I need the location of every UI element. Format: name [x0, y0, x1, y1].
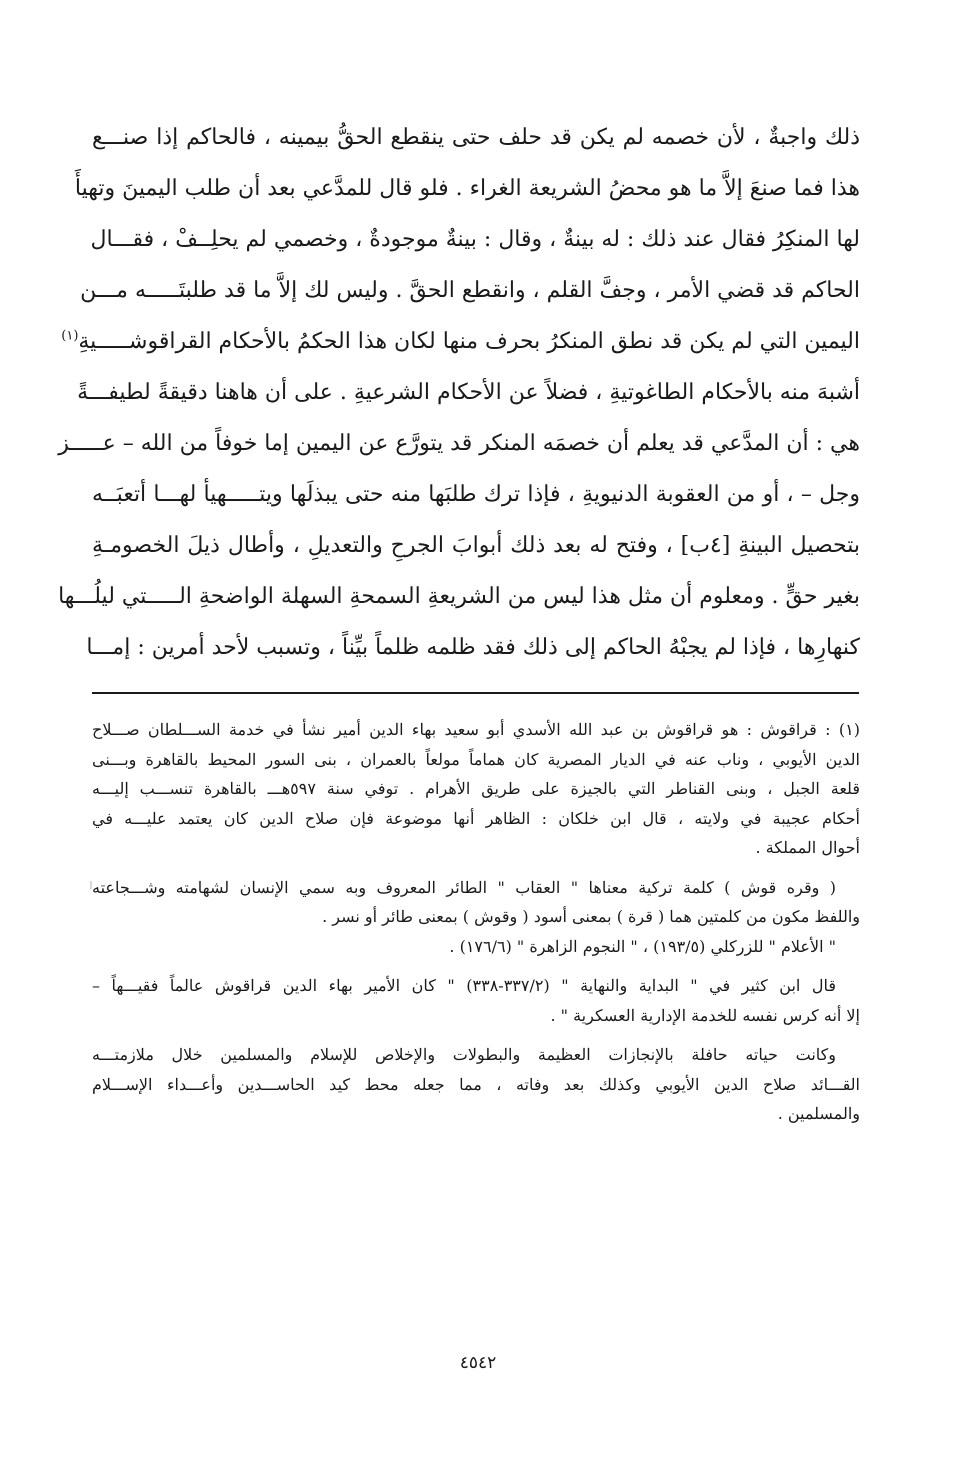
footnote-line: " الأعلام " للزركلي (١٩٣/٥) ، " النجوم الزاهرة " (١٧٦/٦) . — [449, 936, 836, 956]
page-number: ٤٥٤٢ — [459, 1353, 497, 1373]
main-text-line: اليمين التي لم يكن قد نطق المنكرُ بحرف منها لكان هذا الحكمُ بالأحكام القراقوشـــــيةِ — [78, 329, 860, 354]
footnote-line: أحكام عجيبة في ولايته ، قال ابن خلكان : الظاهر أنها موضوعة فإن صلاح الدين كان يعتمد عليـــه في — [92, 808, 860, 828]
footnotes-section — [92, 715, 860, 1129]
footnote-line: إلا أنه كرس نفسه للخدمة الإدارية العسكرية " . — [550, 1005, 860, 1025]
main-text-line: كنهارِها ، فإذا لم يجبْهُ الحاكم إلى ذلك فقد ظلمه ظلماً بيِّناً ، وتسبب لأحد أمرين : إمـــا — [86, 635, 860, 660]
footnote-line: (١) : قراقوش : هو قراقوش بن عبد الله الأسدي أبو سعيد بهاء الدين أمير نشأ في خدمة الســـلطان صـــلاح — [92, 720, 860, 739]
footnote-line: الدين الأيوبي ، وناب عنه في الديار المصرية كان هماماً مولعاً بالعمران ، بنى السور المحيط بالقاهرة وبـــنى — [92, 749, 860, 769]
footnote-line: والمسلمين . — [777, 1104, 860, 1123]
main-text-line-with-footnote — [61, 316, 860, 367]
footnote-line: أحوال المملكة . — [755, 838, 860, 857]
main-text-line: أشبهَ منه بالأحكام الطاغوتيةِ ، فضلاً عن الأحكام الشرعيةِ . على أن هاهنا دقيقةً لطيفـــةً — [77, 380, 860, 405]
main-text-line: بغير حقٍّ . ومعلوم أن مثل هذا ليس من الشريعةِ السمحةِ السهلة الواضحةِ الـــــتي ليلُـــها — [58, 584, 860, 609]
footnote-line: قال ابن كثير في " البداية والنهاية " (٣٣٧/٢-٣٣٨) " كان الأمير بهاء الدين قراقوش عالماً فقيـــهاً – — [92, 976, 836, 995]
footnote-separator-rule — [92, 692, 859, 694]
main-text-body — [58, 112, 861, 673]
footnote-reference-marker: (١) — [61, 328, 79, 344]
footnote-gap — [92, 1030, 860, 1040]
footnote-line: وكانت حياته حافلة بالإنجازات العظيمة والبطولات والإخلاص للإسلام والمسلمين خلال ملازمتـــه — [92, 1045, 836, 1064]
footnote-line: القـــائد صلاح الدين الأيوبي وكذلك بعد وفاته ، مما جعله محط كيد الحاســـدين وأعـــداء الإســـلام — [92, 1074, 860, 1094]
footnote-line: ( وقره قوش ) كلمة تركية معناها " العقاب " الطائر المعروف وبه سمي الإنسان لشهامته وشـــجاعته — [92, 877, 836, 897]
scan-artifact-mark — [90, 881, 92, 889]
main-text-line: وجل – ، أو من العقوبة الدنيويةِ ، فإذا ترك طلبَها منه حتى يبذلَها ويتـــــهيأ لهـــا أتعبَــه — [92, 482, 860, 507]
main-text-line: الحاكم قد قضي الأمر ، وجفَّ القلم ، وانقطع الحقَّ . وليس لك إلاَّ ما قد طلبتَـــــه مـــن — [80, 278, 860, 303]
main-text-line: لها المنكِرُ فقال عند ذلك : له بينةٌ ، وقال : بينةٌ موجودةٌ ، وخصمي لم يحلِــفْ ، فقـــال — [90, 227, 860, 252]
main-text-line: بتحصيل البينةِ [٤ب] ، وفتح له بعد ذلك أبوابَ الجرحِ والتعديلِ ، وأطال ذيلَ الخصومـةِ — [92, 533, 861, 558]
main-text-line: هذا فما صنعَ إلاَّ ما هو محضُ الشريعة الغراء . فلو قال للمدَّعي بعد أن طلب اليمينَ وتهيأَ — [74, 176, 860, 201]
footnote-line: قلعة الجبل ، وبنى القناطر التي بالجيزة على طريق الأهرام . توفي سنة ٥٩٧هـــ بالقاهرة تنســـب إليـــه — [92, 779, 860, 798]
main-text-line: هي : أن المدَّعي قد يعلم أن خصمَه المنكر قد يتورَّع عن اليمين إما خوفاً من الله – عـــــز — [58, 431, 860, 456]
footnote-gap — [92, 863, 860, 873]
main-text-line: ذلك واجبةٌ ، لأن خصمه لم يكن قد حلف حتى ينقطع الحقُّ بيمينه ، فالحاكم إذا صنـــع — [92, 125, 860, 150]
footnote-gap — [92, 961, 860, 971]
footnote-line: واللفظ مكون من كلمتين هما ( قرة ) بمعنى أسود ( وقوش ) بمعنى طائر أو نسر . — [322, 907, 860, 926]
